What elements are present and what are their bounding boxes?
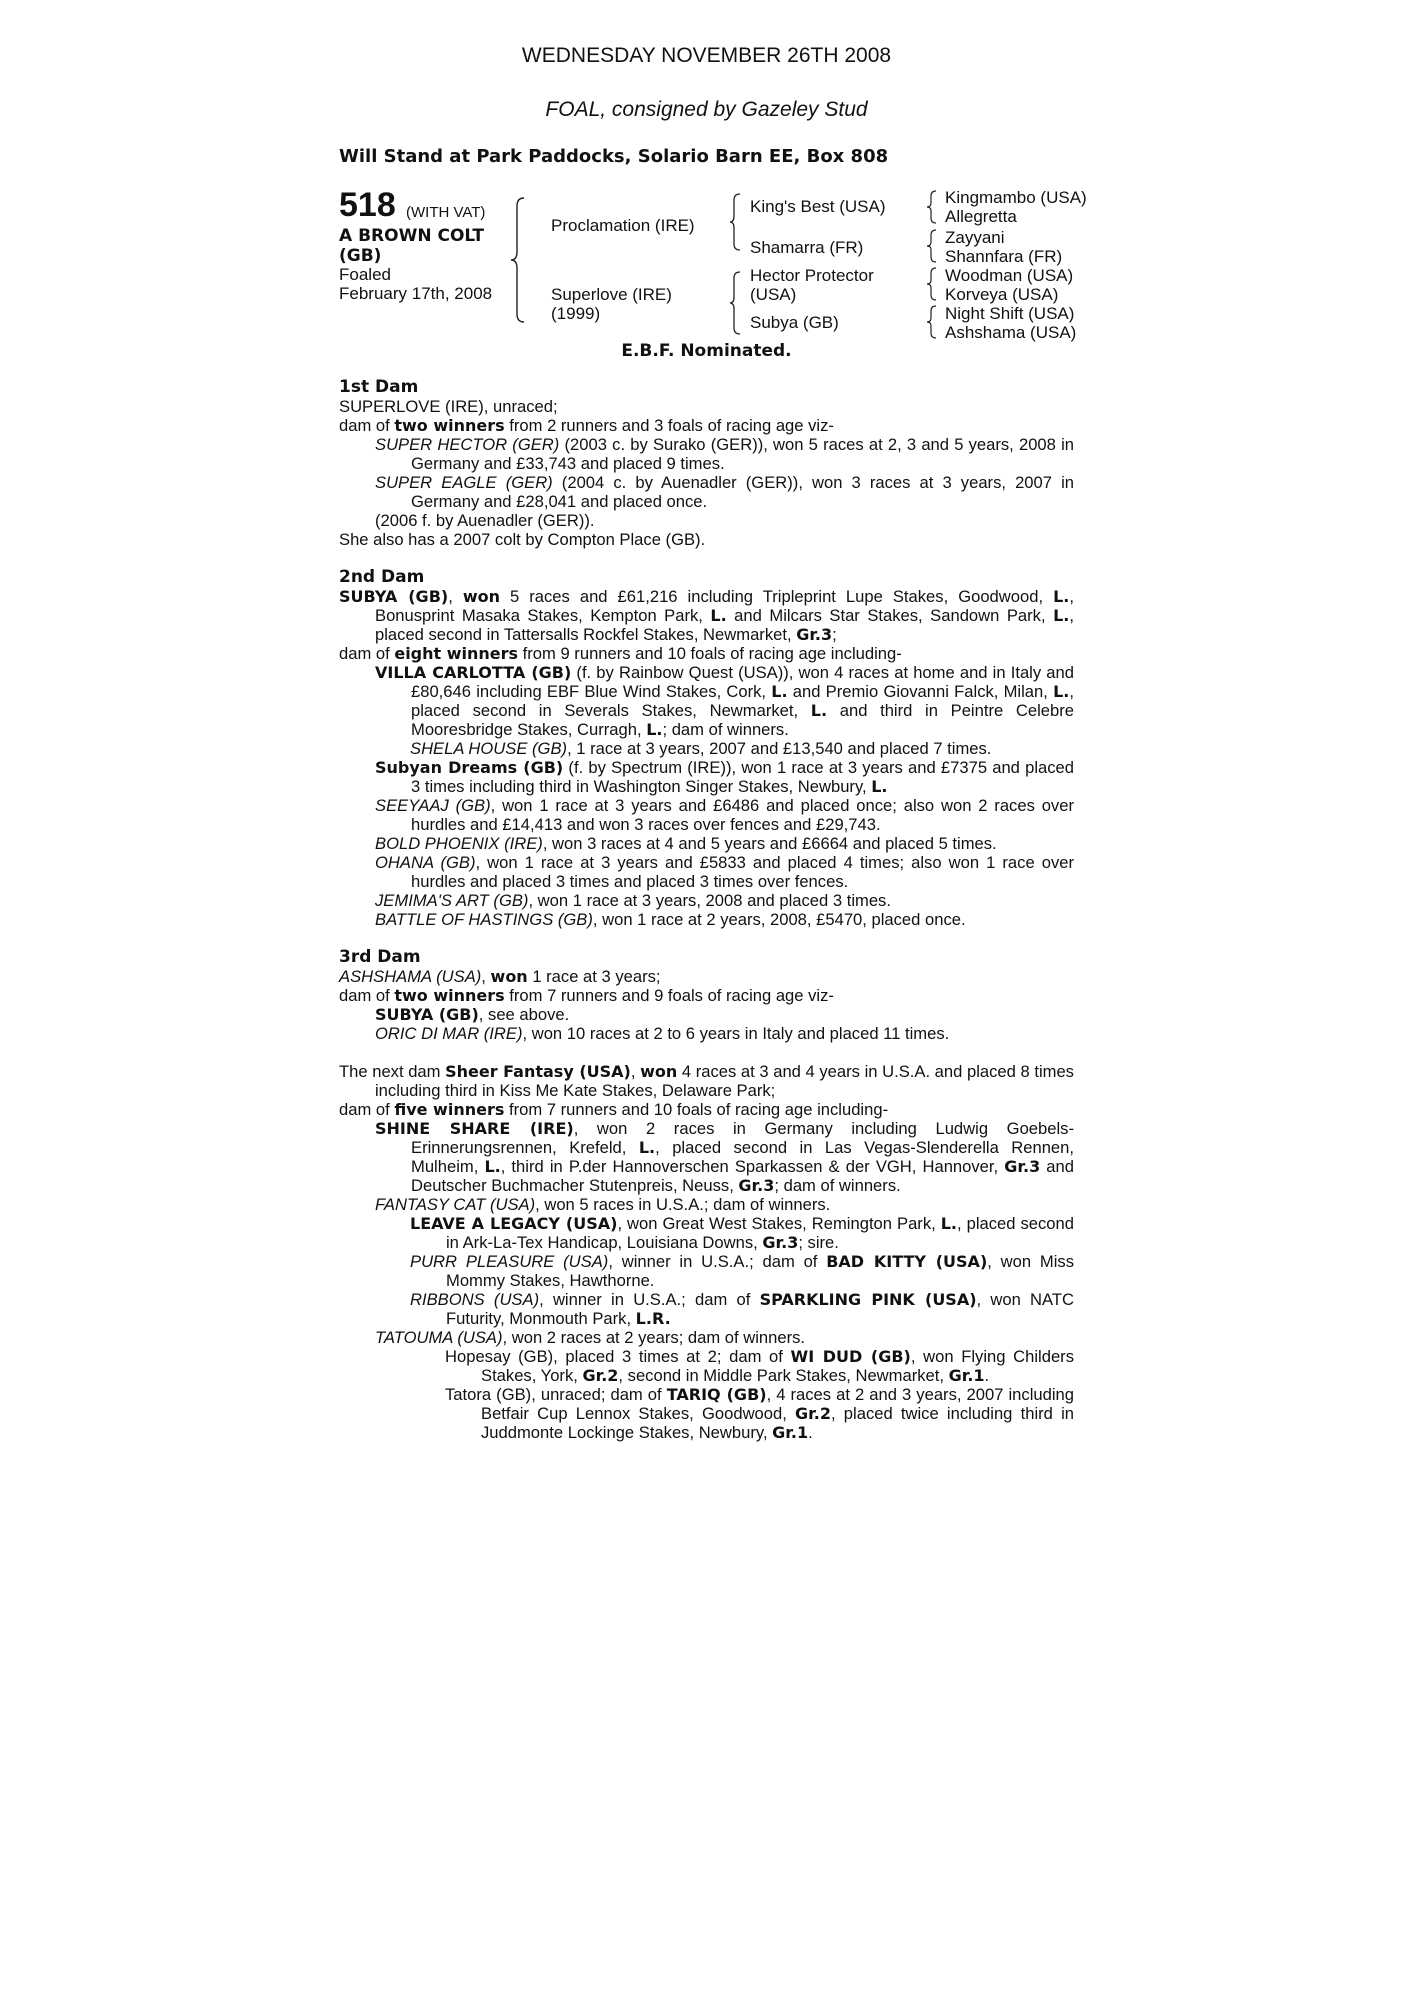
- sale-date: WEDNESDAY NOVEMBER 26TH 2008: [521, 44, 892, 67]
- produce-entry: SHINE SHARE (IRE), won 2 races in Germany including Ludwig Goebels-Erinnerungsrennen, Krefeld, L., placed second in Las Vegas-Slenderella Rennen, Mulheim, L., third in P.der Hannoverschen Sparkassen & der VGH, Hannover, Gr.3 and Deutscher Buchmacher Stutenpreis, Neuss, Gr.3; dam of winners.: [375, 1119, 1074, 1195]
- first-dam-section: [339, 378, 1074, 549]
- third-dam-produce-summary: dam of two winners from 7 runners and 9 foals of racing age viz-: [339, 986, 834, 1005]
- dam-sire: [750, 266, 874, 304]
- ebf-nomination: E.B.F. Nominated.: [621, 341, 792, 361]
- second-dam-produce-summary: dam of eight winners from 9 runners and 10 foals of racing age including-: [339, 644, 902, 663]
- sire-parents-brace: [728, 192, 744, 252]
- consignor-line: FOAL, consigned by Gazeley Stud: [545, 98, 868, 121]
- produce-entry: PURR PLEASURE (USA), winner in U.S.A.; dam of BAD KITTY (USA), won Miss Mommy Stakes, Hawthorne.: [410, 1252, 1075, 1290]
- sire-dam-brace: [508, 196, 532, 324]
- first-dam-heading: 1st Dam: [339, 377, 419, 397]
- next-dam-section: [339, 1062, 1074, 1442]
- dam-sire-line-2: (USA): [750, 285, 797, 304]
- second-dam-record: SUBYA (GB), won 5 races and £61,216 including Tripleprint Lupe Stakes, Goodwood, L., Bonusprint Masaka Stakes, Kempton Park, L. and Milcars Star Stakes, Sandown Park, L., placed second in Tattersalls Rockfel Stakes, Newmarket, Gr.3;: [339, 587, 1074, 644]
- produce-entry: BOLD PHOENIX (IRE), won 3 races at 4 and 5 years and £6664 and placed 5 times.: [375, 834, 997, 853]
- sire-sire-dam: Allegretta: [945, 207, 1017, 226]
- first-dam-also: She also has a 2007 colt by Compton Place (GB).: [339, 530, 706, 549]
- produce-entry: BATTLE OF HASTINGS (GB), won 1 race at 2 years, 2008, £5470, placed once.: [375, 910, 966, 929]
- sire-dam-dam: Shannfara (FR): [945, 247, 1063, 266]
- produce-entry: ORIC DI MAR (IRE), won 10 races at 2 to 6 years in Italy and placed 11 times.: [375, 1024, 950, 1043]
- dam-dam: Subya (GB): [750, 313, 839, 332]
- produce-entry: Subyan Dreams (GB) (f. by Spectrum (IRE)), won 1 race at 3 years and £7375 and placed 3 times including third in Washington Singer Stakes, Newbury, L.: [375, 758, 1074, 796]
- lot-number: 518: [339, 186, 396, 224]
- produce-entry: VILLA CARLOTTA (GB) (f. by Rainbow Quest (USA)), won 4 races at home and in Italy and £80,646 including EBF Blue Wind Stakes, Cork, L. and Premio Giovanni Falck, Milan, L., placed second in Severals Stakes, Newmarket, L. and third in Peintre Celebre Mooresbridge Stakes, Curragh, L.; dam of winners.: [375, 663, 1074, 739]
- dam-dam-sire: Night Shift (USA): [945, 304, 1075, 323]
- produce-entry: OHANA (GB), won 1 race at 3 years and £5833 and placed 4 times; also won 1 race over hurdles and placed 3 times and placed 3 times over fences.: [375, 853, 1074, 891]
- sire-sire: King's Best (USA): [750, 197, 886, 216]
- first-dam-produce-summary: dam of two winners from 2 runners and 3 foals of racing age viz-: [339, 416, 834, 435]
- produce-entry: TATOUMA (USA), won 2 races at 2 years; dam of winners.: [375, 1328, 806, 1347]
- third-dam-section: [339, 948, 1074, 1043]
- foaled-info: [339, 265, 492, 303]
- produce-entry: JEMIMA'S ART (GB), won 1 race at 3 years, 2008 and placed 3 times.: [375, 891, 891, 910]
- produce-entry: SUPER EAGLE (GER) (2004 c. by Auenadler (GER)), won 3 races at 3 years, 2007 in Germany and £28,041 and placed once.: [375, 473, 1074, 511]
- dam-dam-dam: Ashshama (USA): [945, 323, 1077, 342]
- produce-entry: RIBBONS (USA), winner in U.S.A.; dam of SPARKLING PINK (USA), won NATC Futurity, Monmouth Park, L.R.: [410, 1290, 1074, 1328]
- dam-sire-dam: Korveya (USA): [945, 285, 1059, 304]
- produce-entry: Hopesay (GB), placed 3 times at 2; dam of WI DUD (GB), won Flying Childers Stakes, York, Gr.2, second in Middle Park Stakes, Newmarket, Gr.1.: [445, 1347, 1074, 1385]
- brace-3b: [925, 228, 939, 264]
- stabling-location: Will Stand at Park Paddocks, Solario Barn EE, Box 808: [339, 146, 889, 167]
- dam-sire-line-1: Hector Protector: [750, 266, 874, 285]
- produce-entry: SUPER HECTOR (GER) (2003 c. by Surako (GER)), won 5 races at 2, 3 and 5 years, 2008 in Germany and £33,743 and placed 9 times.: [375, 435, 1074, 473]
- dam-parents-brace: [728, 270, 744, 336]
- lot-description-line-1: A BROWN COLT: [339, 226, 485, 246]
- next-dam-record: The next dam Sheer Fantasy (USA), won 4 races at 3 and 4 years in U.S.A. and placed 8 times including third in Kiss Me Kate Stakes, Delaware Park;: [339, 1062, 1074, 1100]
- produce-entry: Tatora (GB), unraced; dam of TARIQ (GB), 4 races at 2 and 3 years, 2007 including Betfair Cup Lennox Stakes, Goodwood, Gr.2, placed twice including third in Juddmonte Lockinge Stakes, Newbury, Gr.1.: [445, 1385, 1074, 1442]
- second-dam-section: [339, 568, 1074, 929]
- sire-dam: Shamarra (FR): [750, 238, 864, 257]
- produce-entry: SHELA HOUSE (GB), 1 race at 3 years, 2007 and £13,540 and placed 7 times.: [410, 739, 992, 758]
- third-dam-heading: 3rd Dam: [339, 947, 421, 967]
- third-dam-record: ASHSHAMA (USA), won 1 race at 3 years;: [339, 967, 661, 986]
- brace-3a: [925, 189, 939, 225]
- first-dam-intro: SUPERLOVE (IRE), unraced;: [339, 397, 558, 416]
- produce-entry: SEEYAAJ (GB), won 1 race at 3 years and £6486 and placed once; also won 2 races over hurdles and £14,413 and won 3 races over fences and £29,743.: [375, 796, 1074, 834]
- produce-entry: LEAVE A LEGACY (USA), won Great West Stakes, Remington Park, L., placed second in Ark-La-Tex Handicap, Louisiana Downs, Gr.3; sire.: [410, 1214, 1074, 1252]
- sire-sire-sire: Kingmambo (USA): [945, 188, 1087, 207]
- produce-entry: SUBYA (GB), see above.: [375, 1005, 570, 1024]
- lot-description: [339, 226, 484, 266]
- brace-3d: [925, 304, 939, 340]
- produce-entry: (2006 f. by Auenadler (GER)).: [375, 511, 595, 530]
- foaled-date: February 17th, 2008: [339, 284, 493, 303]
- lot-description-line-2: (GB): [339, 246, 382, 266]
- sire-dam-sire: Zayyani: [945, 228, 1005, 247]
- brace-3c: [925, 266, 939, 302]
- vat-note: (WITH VAT): [406, 204, 486, 221]
- catalogue-body: [339, 378, 1074, 1442]
- dam-birth-year: (1999): [551, 304, 601, 323]
- sire-name: Proclamation (IRE): [551, 216, 695, 235]
- next-dam-produce-summary: dam of five winners from 7 runners and 10 foals of racing age including-: [339, 1100, 889, 1119]
- produce-entry: FANTASY CAT (USA), won 5 races in U.S.A.; dam of winners.: [375, 1195, 831, 1214]
- dam-name: [551, 285, 672, 323]
- foaled-label: Foaled: [339, 265, 391, 284]
- second-dam-heading: 2nd Dam: [339, 567, 425, 587]
- dam-sire-sire: Woodman (USA): [945, 266, 1074, 285]
- dam-name-line-1: Superlove (IRE): [551, 285, 672, 304]
